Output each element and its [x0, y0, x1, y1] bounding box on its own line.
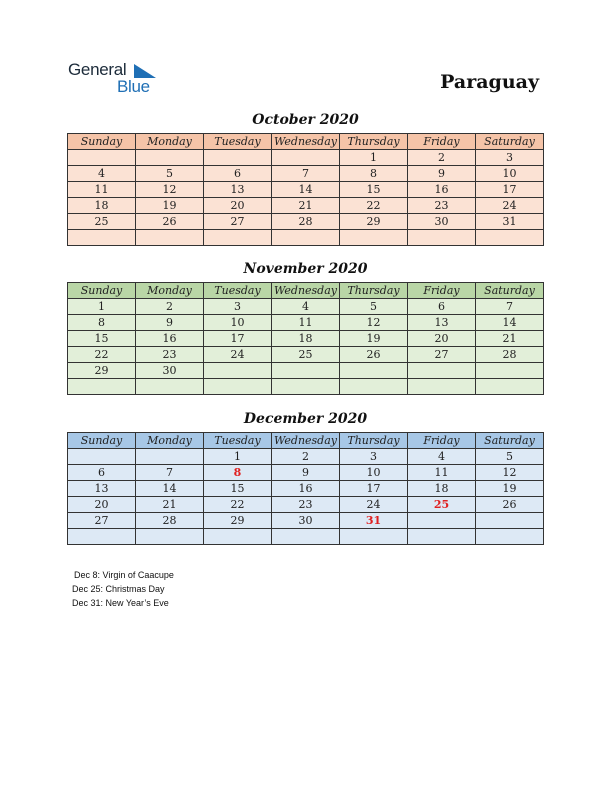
empty-day-cell — [136, 379, 204, 395]
day-cell: 10 — [204, 315, 272, 331]
day-cell: 16 — [136, 331, 204, 347]
day-cell: 7 — [272, 166, 340, 182]
week-row — [68, 331, 544, 347]
day-cell: 24 — [476, 198, 544, 214]
day-cell: 14 — [136, 481, 204, 497]
country-title: Paraguay — [440, 71, 539, 93]
day-cell: 18 — [408, 481, 476, 497]
day-cell: 5 — [476, 449, 544, 465]
empty-day-cell — [408, 363, 476, 379]
day-cell: 18 — [272, 331, 340, 347]
day-cell: 3 — [476, 150, 544, 166]
empty-day-cell — [340, 230, 408, 246]
week-row — [68, 481, 544, 497]
day-cell: 14 — [476, 315, 544, 331]
day-cell: 21 — [136, 497, 204, 513]
empty-day-cell — [408, 529, 476, 545]
day-cell: 9 — [136, 315, 204, 331]
day-cell: 23 — [272, 497, 340, 513]
empty-day-cell — [204, 529, 272, 545]
day-cell: 11 — [68, 182, 136, 198]
weekday-header: Monday — [136, 283, 204, 299]
day-cell: 8 — [204, 465, 272, 481]
day-cell: 15 — [340, 182, 408, 198]
day-cell: 13 — [68, 481, 136, 497]
day-cell: 28 — [136, 513, 204, 529]
week-row — [68, 465, 544, 481]
empty-day-cell — [476, 379, 544, 395]
brand-name-line2: Blue — [117, 77, 150, 96]
week-row — [68, 449, 544, 465]
day-cell: 13 — [408, 315, 476, 331]
empty-day-cell — [68, 529, 136, 545]
day-cell: 2 — [272, 449, 340, 465]
day-cell: 12 — [340, 315, 408, 331]
day-cell: 6 — [68, 465, 136, 481]
day-cell: 27 — [204, 214, 272, 230]
empty-day-cell — [272, 529, 340, 545]
day-cell: 29 — [204, 513, 272, 529]
empty-day-cell — [136, 449, 204, 465]
day-cell: 30 — [408, 214, 476, 230]
day-cell: 12 — [476, 465, 544, 481]
weekday-header: Thursday — [340, 134, 408, 150]
day-cell: 10 — [476, 166, 544, 182]
month-title-november: November 2020 — [243, 261, 368, 277]
weekday-header: Friday — [408, 283, 476, 299]
weekday-header: Thursday — [340, 283, 408, 299]
weekday-header-row — [68, 134, 544, 150]
day-cell: 27 — [408, 347, 476, 363]
day-cell: 7 — [476, 299, 544, 315]
day-cell: 15 — [68, 331, 136, 347]
weekday-header-row — [68, 283, 544, 299]
day-cell: 6 — [408, 299, 476, 315]
week-row — [68, 513, 544, 529]
empty-day-cell — [68, 379, 136, 395]
empty-day-cell — [408, 379, 476, 395]
weekday-header: Saturday — [476, 433, 544, 449]
weekday-header: Monday — [136, 134, 204, 150]
day-cell: 7 — [136, 465, 204, 481]
day-cell: 19 — [136, 198, 204, 214]
empty-day-cell — [204, 379, 272, 395]
day-cell: 9 — [408, 166, 476, 182]
weekday-header: Friday — [408, 134, 476, 150]
day-cell: 4 — [68, 166, 136, 182]
week-row — [68, 363, 544, 379]
holiday-note: Dec 8: Virgin of Caacupe — [74, 570, 174, 580]
week-row — [68, 497, 544, 513]
week-row — [68, 198, 544, 214]
day-cell: 25 — [408, 497, 476, 513]
day-cell: 19 — [476, 481, 544, 497]
day-cell: 20 — [408, 331, 476, 347]
day-cell: 21 — [476, 331, 544, 347]
day-cell: 26 — [476, 497, 544, 513]
day-cell: 22 — [204, 497, 272, 513]
day-cell: 16 — [408, 182, 476, 198]
empty-day-cell — [476, 513, 544, 529]
empty-day-cell — [136, 230, 204, 246]
day-cell: 1 — [68, 299, 136, 315]
day-cell: 8 — [340, 166, 408, 182]
weekday-header: Wednesday — [272, 283, 340, 299]
day-cell: 10 — [340, 465, 408, 481]
day-cell: 19 — [340, 331, 408, 347]
holiday-note: Dec 31: New Year’s Eve — [72, 598, 169, 608]
day-cell: 24 — [204, 347, 272, 363]
day-cell: 26 — [340, 347, 408, 363]
empty-day-cell — [272, 150, 340, 166]
day-cell: 28 — [272, 214, 340, 230]
weekday-header: Sunday — [68, 134, 136, 150]
day-cell: 20 — [204, 198, 272, 214]
weekday-header: Saturday — [476, 283, 544, 299]
month-title-december: December 2020 — [243, 411, 368, 427]
logo-triangle-icon — [134, 64, 156, 78]
empty-day-cell — [408, 230, 476, 246]
day-cell: 6 — [204, 166, 272, 182]
day-cell: 11 — [272, 315, 340, 331]
empty-day-cell — [68, 230, 136, 246]
weekday-header: Monday — [136, 433, 204, 449]
day-cell: 30 — [272, 513, 340, 529]
day-cell: 30 — [136, 363, 204, 379]
day-cell: 1 — [204, 449, 272, 465]
brand-logo — [68, 60, 168, 96]
empty-day-cell — [476, 363, 544, 379]
weekday-header: Sunday — [68, 283, 136, 299]
day-cell: 31 — [476, 214, 544, 230]
empty-day-cell — [136, 150, 204, 166]
day-cell: 15 — [204, 481, 272, 497]
day-cell: 12 — [136, 182, 204, 198]
holiday-note: Dec 25: Christmas Day — [72, 584, 165, 594]
day-cell: 4 — [272, 299, 340, 315]
weekday-header-row — [68, 433, 544, 449]
day-cell: 31 — [340, 513, 408, 529]
day-cell: 16 — [272, 481, 340, 497]
empty-day-cell — [204, 363, 272, 379]
day-cell: 11 — [408, 465, 476, 481]
empty-day-cell — [68, 449, 136, 465]
day-cell: 3 — [340, 449, 408, 465]
empty-day-cell — [136, 529, 204, 545]
weekday-header: Thursday — [340, 433, 408, 449]
day-cell: 23 — [408, 198, 476, 214]
day-cell: 27 — [68, 513, 136, 529]
week-row — [68, 299, 544, 315]
week-row — [68, 150, 544, 166]
weekday-header: Tuesday — [204, 433, 272, 449]
day-cell: 18 — [68, 198, 136, 214]
day-cell: 5 — [340, 299, 408, 315]
day-cell: 23 — [136, 347, 204, 363]
day-cell: 13 — [204, 182, 272, 198]
month-title-october: October 2020 — [252, 112, 359, 128]
weekday-header: Wednesday — [272, 433, 340, 449]
day-cell: 25 — [68, 214, 136, 230]
week-row — [68, 166, 544, 182]
empty-day-cell — [340, 363, 408, 379]
day-cell: 5 — [136, 166, 204, 182]
day-cell: 21 — [272, 198, 340, 214]
day-cell: 17 — [204, 331, 272, 347]
calendar-november — [67, 282, 544, 395]
day-cell: 4 — [408, 449, 476, 465]
day-cell: 22 — [68, 347, 136, 363]
day-cell: 17 — [340, 481, 408, 497]
week-row — [68, 182, 544, 198]
weekday-header: Tuesday — [204, 283, 272, 299]
week-row — [68, 214, 544, 230]
day-cell: 9 — [272, 465, 340, 481]
empty-day-cell — [476, 529, 544, 545]
weekday-header: Wednesday — [272, 134, 340, 150]
week-row — [68, 315, 544, 331]
week-row — [68, 529, 544, 545]
weekday-header: Saturday — [476, 134, 544, 150]
holiday-notes — [74, 568, 174, 610]
day-cell: 24 — [340, 497, 408, 513]
calendar-december — [67, 432, 544, 545]
empty-day-cell — [272, 230, 340, 246]
day-cell: 1 — [340, 150, 408, 166]
day-cell: 2 — [408, 150, 476, 166]
empty-day-cell — [272, 363, 340, 379]
empty-day-cell — [340, 529, 408, 545]
day-cell: 29 — [68, 363, 136, 379]
day-cell: 28 — [476, 347, 544, 363]
weekday-header: Tuesday — [204, 134, 272, 150]
day-cell: 29 — [340, 214, 408, 230]
day-cell: 2 — [136, 299, 204, 315]
calendar-october — [67, 133, 544, 246]
empty-day-cell — [204, 150, 272, 166]
day-cell: 14 — [272, 182, 340, 198]
day-cell: 26 — [136, 214, 204, 230]
empty-day-cell — [68, 150, 136, 166]
empty-day-cell — [340, 379, 408, 395]
weekday-header: Sunday — [68, 433, 136, 449]
day-cell: 17 — [476, 182, 544, 198]
empty-day-cell — [204, 230, 272, 246]
day-cell: 20 — [68, 497, 136, 513]
week-row — [68, 379, 544, 395]
week-row — [68, 347, 544, 363]
empty-day-cell — [272, 379, 340, 395]
empty-day-cell — [408, 513, 476, 529]
weekday-header: Friday — [408, 433, 476, 449]
day-cell: 3 — [204, 299, 272, 315]
day-cell: 25 — [272, 347, 340, 363]
day-cell: 22 — [340, 198, 408, 214]
brand-name-line1: General — [68, 60, 127, 79]
day-cell: 8 — [68, 315, 136, 331]
week-row — [68, 230, 544, 246]
empty-day-cell — [476, 230, 544, 246]
